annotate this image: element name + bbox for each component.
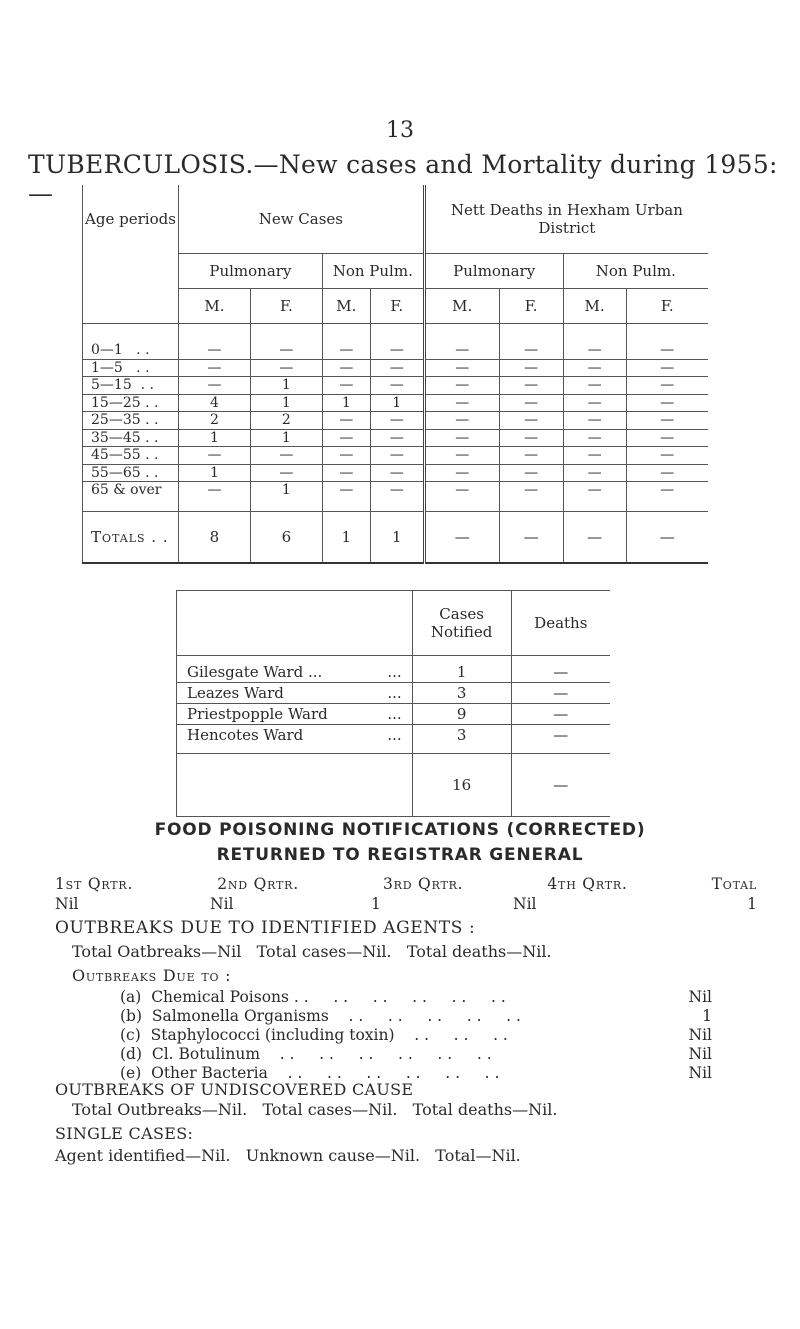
ward-name: Leazes Ward — [187, 684, 284, 702]
header-pulmonary: Pulmonary — [178, 254, 322, 289]
age-period: 25—35 . . — [83, 412, 179, 430]
ward-deaths: — — [511, 656, 610, 683]
table-row — [83, 359, 709, 377]
table-row — [177, 656, 611, 683]
ward-cases: 3 — [412, 725, 511, 754]
header-m: M. — [424, 289, 499, 324]
header-non-pulm-deaths: Non Pulm. — [563, 254, 708, 289]
table-cell: — — [499, 359, 563, 377]
header-f: F. — [250, 289, 322, 324]
agent-row — [120, 988, 712, 1006]
ward-total-cases: 16 — [412, 754, 511, 817]
table-row — [83, 394, 709, 412]
quarter-label: Total — [711, 875, 757, 893]
header-ward-blank — [177, 591, 413, 656]
table-cell: — — [563, 464, 626, 482]
ward-total-deaths: — — [511, 754, 610, 817]
table-cell: — — [626, 394, 708, 412]
agent-row — [120, 1007, 712, 1025]
table-cell: — — [499, 482, 563, 512]
quarter-label: 2nd Qrtr. — [217, 875, 299, 893]
table-cell: 1 — [250, 377, 322, 395]
header-nett-deaths: Nett Deaths in Hexham Urban District — [424, 185, 708, 254]
table-row — [83, 324, 709, 360]
age-period: 15—25 . . — [83, 394, 179, 412]
table-cell: — — [424, 447, 499, 465]
table-row — [83, 429, 709, 447]
header-m: M. — [322, 289, 370, 324]
ward-deaths: — — [511, 704, 610, 725]
table-cell: — — [322, 377, 370, 395]
agent-label: (c) Staphylococci (including toxin) . . . . . . — [120, 1026, 508, 1044]
total-cell: — — [424, 511, 499, 563]
header-f: F. — [499, 289, 563, 324]
agent-label: (e) Other Bacteria . . . . . . . . . . . . — [120, 1064, 500, 1082]
page-title: TUBERCULOSIS.—New cases and Mortality during 1955:— — [28, 150, 778, 208]
page-number: 13 — [386, 118, 414, 143]
table-row — [83, 377, 709, 395]
identified-totals: Total Oatbreaks—Nil Total cases—Nil. Total deaths—Nil. — [72, 942, 552, 961]
ward-name-cell — [177, 704, 413, 725]
ward-cases: 9 — [412, 704, 511, 725]
total-cell: 8 — [178, 511, 250, 563]
table-cell: 1 — [178, 464, 250, 482]
table-cell: — — [250, 464, 322, 482]
ward-name: Priestpopple Ward — [187, 705, 328, 723]
quarter-value: Nil — [210, 895, 234, 913]
single-cases-text: Agent identified—Nil. Unknown cause—Nil. Total—Nil. — [55, 1146, 521, 1165]
leader-dots: ... — [387, 726, 402, 744]
quarter-label: 1st Qrtr. — [55, 875, 134, 893]
total-cell: 1 — [322, 511, 370, 563]
age-period: 1—5 . . — [83, 359, 179, 377]
total-cell: — — [499, 511, 563, 563]
table-cell: 1 — [250, 394, 322, 412]
header-new-cases: New Cases — [178, 185, 424, 254]
ward-deaths: — — [511, 683, 610, 704]
ward-name-cell — [177, 683, 413, 704]
agent-label: (d) Cl. Botulinum . . . . . . . . . . . . — [120, 1045, 492, 1063]
table-cell: — — [322, 359, 370, 377]
table-cell: — — [322, 429, 370, 447]
table-cell: — — [563, 377, 626, 395]
ward-name-cell — [177, 725, 413, 754]
leader-dots: ... — [387, 684, 402, 702]
table-cell: — — [178, 324, 250, 360]
table-cell: — — [563, 394, 626, 412]
table-cell: — — [626, 482, 708, 512]
table-cell: 4 — [178, 394, 250, 412]
agent-value: Nil — [688, 1064, 712, 1082]
table-cell: — — [250, 359, 322, 377]
quarter-labels — [55, 875, 757, 893]
table-cell: — — [322, 464, 370, 482]
table-cell: — — [424, 394, 499, 412]
age-period: 0—1 . . — [83, 324, 179, 360]
table-cell: 1 — [370, 394, 424, 412]
table-cell: — — [563, 482, 626, 512]
undiscovered-totals: Total Outbreaks—Nil. Total cases—Nil. Total deaths—Nil. — [72, 1100, 558, 1119]
table-cell: — — [370, 324, 424, 360]
agent-row — [120, 1026, 712, 1044]
age-period: 45—55 . . — [83, 447, 179, 465]
table-cell: — — [424, 482, 499, 512]
table-row — [177, 725, 611, 754]
table-cell: — — [370, 412, 424, 430]
table-cell: — — [250, 324, 322, 360]
table-cell: — — [178, 377, 250, 395]
undiscovered-heading: OUTBREAKS OF UNDISCOVERED CAUSE — [55, 1080, 414, 1099]
tuberculosis-table — [82, 185, 708, 564]
total-cell: 6 — [250, 511, 322, 563]
table-cell: — — [563, 359, 626, 377]
table-cell: — — [626, 359, 708, 377]
header-blank — [83, 254, 179, 289]
table-cell: — — [178, 359, 250, 377]
header-m: M. — [563, 289, 626, 324]
ward-name: Gilesgate Ward ... — [187, 663, 323, 681]
quarter-label: 3rd Qrtr. — [382, 875, 464, 893]
table-cell: — — [370, 429, 424, 447]
table-cell: — — [370, 482, 424, 512]
age-period: 65 & over — [83, 482, 179, 512]
agent-row — [120, 1045, 712, 1063]
table-cell: — — [499, 464, 563, 482]
age-period: 5—15 . . — [83, 377, 179, 395]
table-cell: — — [370, 464, 424, 482]
table-cell: 1 — [322, 394, 370, 412]
ward-total-blank — [177, 754, 413, 817]
table-cell: — — [424, 412, 499, 430]
header-deaths: Deaths — [511, 591, 610, 656]
table-cell: — — [626, 324, 708, 360]
table-cell: — — [322, 412, 370, 430]
table-cell: — — [322, 482, 370, 512]
quarter-value: Nil — [55, 895, 79, 913]
table-cell: — — [178, 482, 250, 512]
table-cell: 2 — [250, 412, 322, 430]
table-cell: — — [626, 412, 708, 430]
quarter-label: 4th Qrtr. — [547, 875, 628, 893]
quarter-value: Nil — [513, 895, 537, 913]
table-cell: 1 — [250, 482, 322, 512]
header-blank — [83, 289, 179, 324]
ward-name: Hencotes Ward — [187, 726, 304, 744]
total-cell: 1 — [370, 511, 424, 563]
header-f: F. — [370, 289, 424, 324]
agent-label: (a) Chemical Poisons . . . . . . . . . . . . — [120, 988, 506, 1006]
agent-value: 1 — [702, 1007, 712, 1025]
agent-value: Nil — [688, 1026, 712, 1044]
table-cell: — — [178, 447, 250, 465]
table-cell: — — [370, 377, 424, 395]
table-cell: — — [626, 447, 708, 465]
header-m: M. — [178, 289, 250, 324]
table-cell: — — [424, 324, 499, 360]
table-cell: — — [424, 464, 499, 482]
table-cell: — — [370, 447, 424, 465]
agent-label: (b) Salmonella Organisms . . . . . . . . . . — [120, 1007, 521, 1025]
table-cell: — — [626, 429, 708, 447]
header-age-periods: Age periods — [83, 185, 179, 254]
table-cell: — — [626, 464, 708, 482]
agent-value: Nil — [688, 1045, 712, 1063]
ward-cases: 1 — [412, 656, 511, 683]
ward-deaths: — — [511, 725, 610, 754]
total-cell: — — [563, 511, 626, 563]
table-cell: — — [563, 429, 626, 447]
totals-label: Totals . . — [83, 511, 179, 563]
table-cell: — — [499, 394, 563, 412]
table-cell: 1 — [178, 429, 250, 447]
food-heading-2: RETURNED TO REGISTRAR GENERAL — [216, 845, 584, 865]
table-cell: — — [322, 324, 370, 360]
table-cell: 1 — [250, 429, 322, 447]
table-cell: — — [322, 447, 370, 465]
table-cell: — — [499, 324, 563, 360]
header-f: F. — [626, 289, 708, 324]
ward-table — [176, 590, 610, 817]
table-cell: — — [250, 447, 322, 465]
single-cases-heading: SINGLE CASES: — [55, 1124, 194, 1143]
table-row — [177, 704, 611, 725]
table-row — [83, 482, 709, 512]
table-cell: — — [370, 359, 424, 377]
age-period: 55—65 . . — [83, 464, 179, 482]
leader-dots: ... — [387, 705, 402, 723]
quarter-value: 1 — [371, 895, 381, 913]
agent-value: Nil — [688, 988, 712, 1006]
table-cell: — — [563, 447, 626, 465]
total-cell: — — [626, 511, 708, 563]
header-non-pulm: Non Pulm. — [322, 254, 424, 289]
age-period: 35—45 . . — [83, 429, 179, 447]
table-cell: — — [499, 429, 563, 447]
table-cell: 2 — [178, 412, 250, 430]
identified-heading: OUTBREAKS DUE TO IDENTIFIED AGENTS : — [55, 918, 476, 938]
ward-name-cell — [177, 656, 413, 683]
table-cell: — — [499, 377, 563, 395]
table-cell: — — [563, 412, 626, 430]
table-row — [83, 464, 709, 482]
table-cell: — — [499, 412, 563, 430]
table-cell: — — [424, 429, 499, 447]
food-heading-1: FOOD POISONING NOTIFICATIONS (CORRECTED) — [154, 820, 646, 840]
table-row — [177, 683, 611, 704]
header-pulmonary-deaths: Pulmonary — [424, 254, 563, 289]
leader-dots: ... — [387, 663, 402, 681]
table-cell: — — [626, 377, 708, 395]
table-row — [83, 412, 709, 430]
table-cell: — — [563, 324, 626, 360]
ward-cases: 3 — [412, 683, 511, 704]
table-cell: — — [499, 447, 563, 465]
quarter-value: 1 — [747, 895, 757, 913]
table-cell: — — [424, 359, 499, 377]
header-cases-notified: Cases Notified — [412, 591, 511, 656]
due-to-heading: Outbreaks Due to : — [72, 966, 232, 985]
table-row — [83, 447, 709, 465]
table-cell: — — [424, 377, 499, 395]
